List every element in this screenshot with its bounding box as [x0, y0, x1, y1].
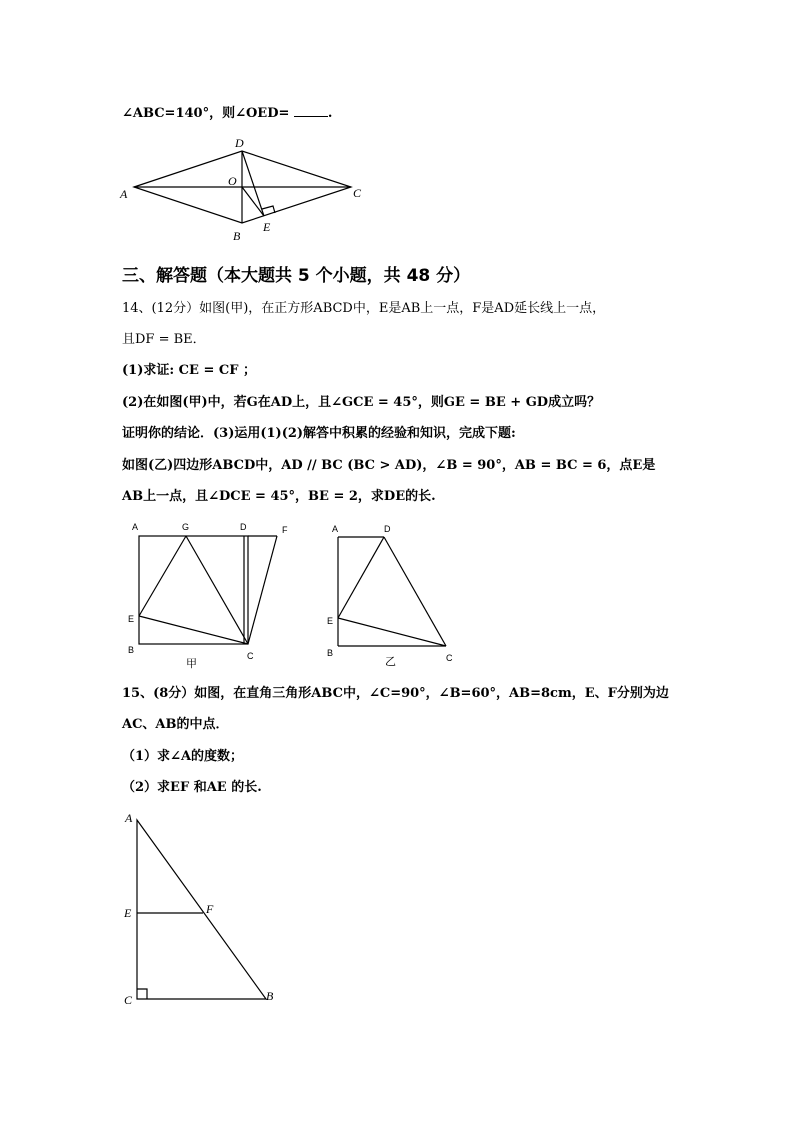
yi-label-e: E: [327, 616, 334, 626]
jia-label-e: E: [128, 614, 135, 624]
segment-eg: [139, 536, 186, 616]
segment-de: [242, 151, 264, 216]
label-d: D: [235, 136, 244, 150]
yi-label-d: D: [384, 524, 391, 534]
rhombus-figure: [134, 151, 351, 223]
yi-label-b: B: [327, 648, 334, 658]
q14-line-3: (1)求证: CE = CF ；: [122, 363, 256, 378]
segment-cf: [248, 536, 277, 644]
yi-label-c: C: [446, 653, 453, 663]
label-o: O: [228, 174, 237, 188]
segment-ec: [338, 618, 446, 646]
q14-line-1: 14、(12分）如图(甲)，在正方形ABCD中，E是AB上一点，F是AD延长线上一点，: [122, 301, 606, 316]
right-angle-mark-e: [262, 206, 275, 213]
tri-label-b: B: [266, 989, 274, 1003]
jia-label-a: A: [132, 522, 139, 532]
tri-label-e: E: [124, 906, 132, 920]
right-angle-mark-c: [137, 989, 147, 999]
section-heading: 三、解答题（本大题共 5 个小题，共 48 分）: [122, 266, 471, 286]
q14-line-5: 证明你的结论．(3)运用(1)(2)解答中积累的经验和知识，完成下题:: [122, 426, 516, 441]
jia-caption: 甲: [186, 658, 197, 670]
q14-line-2: 且DF = BE．: [122, 332, 206, 347]
q14-line-4: (2)在如图(甲)中，若G在AD上，且∠GCE = 45°，则GE = BE + GD成立吗？: [122, 395, 601, 410]
q14-line-6: 如图(乙)四边形ABCD中，AD // BC (BC > AD)，∠B = 90°，AB = BC = 6，点E是: [122, 458, 656, 473]
tri-label-f: F: [206, 902, 214, 916]
figure-yi: [338, 537, 446, 646]
q14-line-7: AB上一点，且∠DCE = 45°，BE = 2，求DE的长.: [122, 489, 436, 504]
jia-label-g: G: [182, 522, 190, 532]
q15-line-2: AC、AB的中点．: [122, 717, 229, 732]
label-a: A: [120, 187, 128, 201]
triangle-abc: [137, 820, 266, 999]
q13-tail: ∠ABC=140°，则∠OED=: [122, 106, 290, 121]
tri-label-a: A: [125, 811, 133, 825]
figure-jia: [139, 536, 277, 644]
right-triangle-figure: [137, 820, 266, 999]
segment-ce: [139, 616, 248, 644]
label-b: B: [233, 229, 241, 243]
segment-gc: [186, 536, 248, 644]
q13-tail-end: .: [327, 106, 333, 121]
yi-caption: 乙: [385, 656, 396, 668]
segment-dc: [384, 537, 446, 646]
jia-label-d: D: [240, 522, 247, 532]
segment-ed: [338, 537, 384, 618]
jia-label-c: C: [247, 651, 254, 661]
q15-line-3: （1）求∠A的度数；: [122, 749, 244, 764]
q15-line-1: 15、(8分）如图，在直角三角形ABC中，∠C=90°，∠B=60°，AB=8cm，E、F分别为边: [122, 686, 669, 701]
tri-label-c: C: [124, 993, 133, 1007]
segment-oe: [242, 187, 264, 216]
q15-line-4: （2）求EF 和AE 的长.: [122, 780, 262, 795]
yi-label-a: A: [332, 524, 339, 534]
label-e: E: [263, 220, 271, 234]
jia-label-f: F: [282, 525, 288, 535]
jia-label-b: B: [128, 645, 135, 655]
label-c: C: [353, 186, 362, 200]
square-abcd: [139, 536, 248, 644]
